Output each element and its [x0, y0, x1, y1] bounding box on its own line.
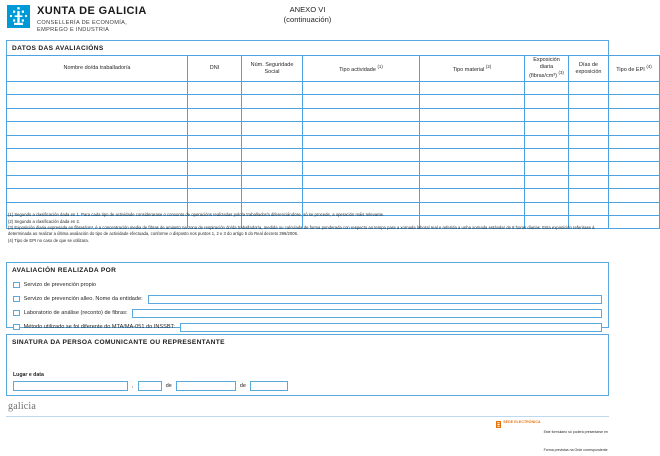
table-cell[interactable] [609, 148, 660, 161]
footnote-1: (1) Segundo a clasificación dada en 1. Para cada tipo de actividade considerarase o conxunto de operacións realizadas polo/a traballador/a diferenciándose, só se procede, a operación máis relevante. [8, 212, 385, 217]
table-cell[interactable] [420, 162, 525, 175]
month-input[interactable] [176, 381, 236, 391]
table-cell[interactable] [242, 162, 303, 175]
checkbox-laboratory[interactable] [13, 310, 20, 317]
table-cell[interactable] [7, 122, 188, 135]
table-cell[interactable] [303, 82, 420, 95]
signature-section [6, 334, 609, 396]
evaluator-option-method-label: Método utilizado se foi diferente do MTA/MA-051 do INSSBT: [23, 323, 175, 330]
table-cell[interactable] [303, 95, 420, 108]
table-cell[interactable] [569, 162, 609, 175]
table-cell[interactable] [420, 135, 525, 148]
table-cell[interactable] [7, 162, 188, 175]
page-header [0, 0, 615, 38]
evaluations-table [6, 55, 660, 229]
comma-separator: , [132, 382, 134, 389]
table-row [7, 82, 660, 95]
table-cell[interactable] [525, 135, 569, 148]
table-cell[interactable] [303, 122, 420, 135]
table-cell[interactable] [7, 95, 188, 108]
table-cell[interactable] [420, 108, 525, 121]
annex-title: ANEXO VI [289, 5, 326, 14]
evaluator-option-external-service[interactable] [7, 292, 608, 306]
table-cell[interactable] [609, 135, 660, 148]
table-cell[interactable] [609, 175, 660, 188]
table-cell[interactable] [242, 189, 303, 202]
table-cell[interactable] [525, 82, 569, 95]
footnote-4: (4) Tipo de EPI no caso de que se utilizara. [8, 237, 89, 243]
table-cell[interactable] [420, 95, 525, 108]
table-cell[interactable] [188, 189, 242, 202]
table-row [7, 122, 660, 135]
table-cell[interactable] [525, 162, 569, 175]
table-row [7, 148, 660, 161]
table-cell[interactable] [242, 135, 303, 148]
table-cell[interactable] [569, 175, 609, 188]
col-header-seguridade-social: Núm. Seguridade Social [242, 56, 303, 82]
col-header-exposicion-diaria: Exposición diaria (fibras/cm³) $^{(3)}$ [525, 56, 569, 82]
table-cell[interactable] [569, 135, 609, 148]
evaluator-option-laboratory-label: Laboratorio de análise (reconto) de fibras: [23, 309, 128, 316]
place-date-row [7, 381, 608, 391]
table-cell[interactable] [525, 175, 569, 188]
footnote-2: (2) Segundo a clasificación dada en 2. [8, 218, 80, 224]
table-cell[interactable] [420, 175, 525, 188]
table-cell[interactable] [420, 122, 525, 135]
table-cell[interactable] [525, 108, 569, 121]
table-cell[interactable] [525, 148, 569, 161]
table-cell[interactable] [242, 82, 303, 95]
table-cell[interactable] [609, 162, 660, 175]
table-cell[interactable] [188, 122, 242, 135]
sede-electronica-icon [496, 421, 501, 428]
table-cell[interactable] [525, 95, 569, 108]
checkbox-external-service[interactable] [13, 296, 20, 303]
brand-name: XUNTA DE GALICIA [37, 5, 147, 17]
col-header-nombre: Nombre do/da traballador/a [7, 56, 188, 82]
table-cell[interactable] [188, 148, 242, 161]
evaluations-table-body [7, 82, 660, 229]
department-line-2: EMPREGO E INDUSTRIA [37, 27, 110, 34]
place-input[interactable] [13, 381, 128, 391]
table-cell[interactable] [188, 82, 242, 95]
table-cell[interactable] [7, 108, 188, 121]
day-input[interactable] [138, 381, 162, 391]
table-cell[interactable] [188, 162, 242, 175]
table-row [7, 162, 660, 175]
year-input[interactable] [250, 381, 288, 391]
table-cell[interactable] [7, 189, 188, 202]
table-cell[interactable] [188, 95, 242, 108]
sede-text-line-1: Este formulario só poderá presentarse en [543, 430, 608, 434]
table-cell[interactable] [242, 175, 303, 188]
checkbox-own-service[interactable] [13, 282, 20, 289]
sede-electronica-label: SEDE ELECTRÓNICA [503, 420, 541, 424]
table-cell[interactable] [7, 82, 188, 95]
table-cell[interactable] [569, 122, 609, 135]
signature-blank-area[interactable] [7, 350, 608, 372]
annex-subtitle: (continuación) [283, 15, 332, 24]
table-cell[interactable] [420, 82, 525, 95]
table-cell[interactable] [7, 148, 188, 161]
table-cell[interactable] [188, 175, 242, 188]
table-cell[interactable] [303, 108, 420, 121]
evaluator-section-title: AVALIACIÓN REALIZADA POR [12, 267, 117, 274]
col-header-dni: DNI [188, 56, 242, 82]
table-header-row [7, 56, 660, 82]
department-line-1: CONSELLERÍA DE ECONOMÍA, [37, 19, 128, 26]
table-cell[interactable] [303, 189, 420, 202]
evaluator-option-own-service[interactable] [7, 278, 608, 292]
de-separator-2: de [239, 382, 247, 389]
col-header-tipo-actividade: Tipo actividade $^{(1)}$ [303, 56, 420, 82]
table-row [7, 108, 660, 121]
footer-divider [6, 416, 609, 417]
table-cell[interactable] [609, 202, 660, 215]
laboratory-name-input[interactable] [132, 309, 602, 318]
table-cell[interactable] [609, 82, 660, 95]
table-cell[interactable] [569, 95, 609, 108]
table-cell[interactable] [303, 148, 420, 161]
evaluator-option-own-service-label: Servizo de prevención propio [23, 281, 97, 288]
sede-electronica-block [496, 420, 608, 456]
evaluator-option-method[interactable] [7, 320, 608, 334]
table-cell[interactable] [609, 215, 660, 228]
sede-text-line-2: Forma previstas na Orde correspondente [543, 448, 608, 452]
galicia-footer-logo [8, 401, 36, 413]
place-date-label: Lugar e data [13, 372, 44, 378]
evaluator-section [6, 262, 609, 328]
annex-title-block [0, 5, 615, 25]
table-cell[interactable] [525, 189, 569, 202]
de-separator-1: de [165, 382, 172, 389]
table-cell[interactable] [242, 95, 303, 108]
table-cell[interactable] [242, 108, 303, 121]
table-row [7, 95, 660, 108]
method-used-input[interactable] [180, 323, 602, 332]
table-row [7, 189, 660, 202]
table-cell[interactable] [303, 135, 420, 148]
evaluator-option-external-service-label: Servizo de prevención alleo. Nome da entidade: [23, 295, 143, 302]
galicia-footer-logo-text: galicia [8, 401, 37, 412]
col-header-tipo-material: Tipo material $^{(2)}$ [420, 56, 525, 82]
evaluations-table-wrapper [6, 55, 652, 229]
table-cell[interactable] [188, 108, 242, 121]
signature-section-title: SINATURA DA PERSOA COMUNICANTE OU REPRESENTANTE [12, 339, 225, 346]
table-cell[interactable] [569, 148, 609, 161]
external-service-name-input[interactable] [148, 295, 602, 304]
table-cell[interactable] [609, 189, 660, 202]
sede-electronica-text-block [544, 420, 608, 456]
footnotes-block [8, 212, 608, 244]
col-header-tipo-epi: Tipo de EPI $^{(4)}$ [609, 56, 660, 82]
table-cell[interactable] [609, 95, 660, 108]
table-cell[interactable] [188, 135, 242, 148]
table-cell[interactable] [303, 162, 420, 175]
table-cell[interactable] [7, 175, 188, 188]
table-cell[interactable] [569, 82, 609, 95]
checkbox-method[interactable] [13, 324, 20, 331]
table-cell[interactable] [242, 148, 303, 161]
table-cell[interactable] [7, 135, 188, 148]
table-cell[interactable] [420, 189, 525, 202]
evaluator-option-laboratory[interactable] [7, 306, 608, 320]
footnote-3: (3) Exposición diaria expresada en fibras/cm³, é a concentración media de fibras de amianto na zona de respiración do/da traballador/a, medida ou calculada de forma ponderada con respecto ao tempo para a xornada laboral real e referida a unha xornada estándar de 8 horas diarias. Esta exposición referirase á determinada ao realizar a última avaliación do tipo de actividade efectuada, conforme o disposto nos puntos 1, 2 e 3 do artigo 5 do Real decreto 396/2006. [8, 225, 595, 236]
table-cell[interactable] [609, 108, 660, 121]
table-cell[interactable] [420, 148, 525, 161]
table-cell[interactable] [569, 108, 609, 121]
table-cell[interactable] [609, 122, 660, 135]
col-header-dias-exposicion: Días de exposición [569, 56, 609, 82]
table-cell[interactable] [569, 189, 609, 202]
evaluations-section-title: DATOS DAS AVALIACIÓNS [12, 45, 104, 52]
table-cell[interactable] [525, 122, 569, 135]
table-cell[interactable] [242, 122, 303, 135]
table-row [7, 175, 660, 188]
table-cell[interactable] [303, 175, 420, 188]
table-row [7, 135, 660, 148]
